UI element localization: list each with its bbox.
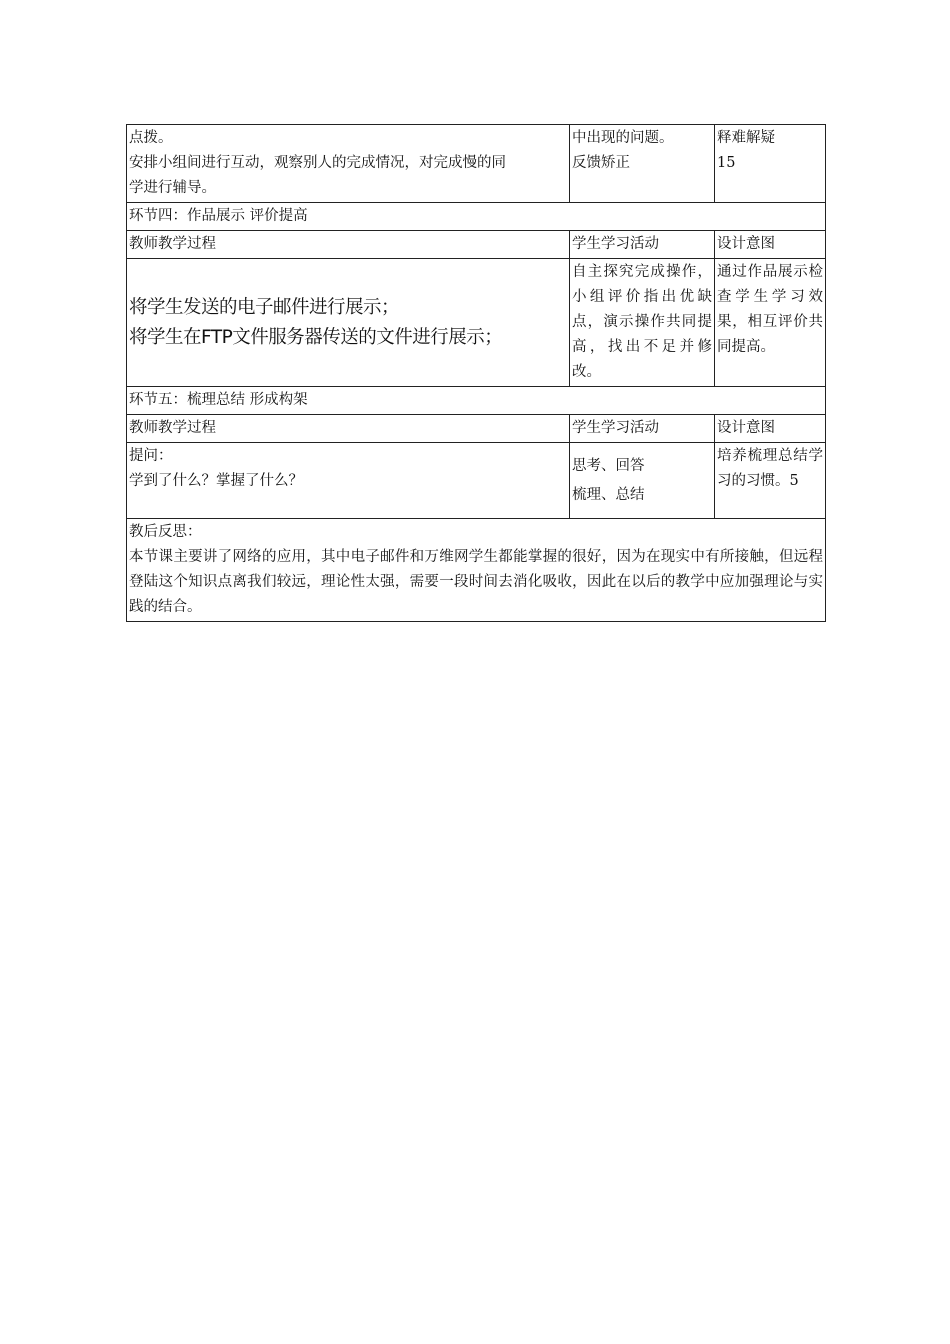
header-student-activity: 学生学习活动	[570, 415, 715, 443]
stage4-teacher-cell	[127, 259, 570, 387]
teacher-line: 将学生在FTP文件服务器传送的文件进行展示；	[129, 326, 503, 348]
stage4-student-cell: 自主探究完成操作，小组评价指出优缺点，演示操作共同提高，找出不足并修改。	[570, 259, 715, 387]
header-design-intent: 设计意图	[715, 415, 826, 443]
stage5-content-row	[127, 443, 826, 519]
reflection-text: 本节课主要讲了网络的应用，其中电子邮件和万维网学生都能掌握的很好，因为在现实中有所接触，但远程登陆这个知识点离我们较远，理论性太强，需要一段时间去消化吸收，因此在以后的教学中应加强理论与实践的结合。	[129, 549, 823, 615]
stage5-design-cell: 培养梳理总结学习的习惯。5	[715, 443, 826, 519]
header-design-intent: 设计意图	[715, 231, 826, 259]
student-line: 思考、回答	[572, 457, 645, 474]
design-line: 释难解疑	[717, 130, 775, 146]
reflection-cell	[127, 519, 826, 622]
teacher-line: 提问：	[129, 448, 173, 464]
header-teacher-process: 教师教学过程	[127, 415, 570, 443]
header-student-activity: 学生学习活动	[570, 231, 715, 259]
teacher-line: 将学生发送的电子邮件进行展示；	[129, 296, 400, 318]
teacher-line: 点拨。	[129, 130, 173, 146]
design-line: 15	[717, 155, 736, 171]
student-line: 中出现的问题。	[572, 130, 674, 146]
header-teacher-process: 教师教学过程	[127, 231, 570, 259]
lesson-plan-table	[126, 124, 826, 622]
design-intent-cell	[715, 125, 826, 203]
lesson-plan-sheet	[126, 124, 825, 622]
teacher-line: 安排小组间进行互动，观察别人的完成情况，对完成慢的同	[129, 155, 506, 171]
reflection-row	[127, 519, 826, 622]
stage4-header-row	[127, 231, 826, 259]
teacher-line: 学到了什么？掌握了什么？	[129, 473, 303, 489]
student-line: 梳理、总结	[572, 486, 645, 503]
reflection-title: 教后反思：	[129, 524, 202, 540]
stage4-design-cell: 通过作品展示检查学生学习效果，相互评价共同提高。	[715, 259, 826, 387]
stage4-title: 环节四：作品展示 评价提高	[127, 203, 826, 231]
continuation-row	[127, 125, 826, 203]
stage5-teacher-cell	[127, 443, 570, 519]
stage5-title-row	[127, 387, 826, 415]
teacher-line: 学进行辅导。	[129, 180, 216, 196]
student-line: 反馈矫正	[572, 155, 630, 171]
student-activity-cell	[570, 125, 715, 203]
stage4-content-row	[127, 259, 826, 387]
stage4-title-row	[127, 203, 826, 231]
stage5-header-row	[127, 415, 826, 443]
stage5-student-cell	[570, 443, 715, 519]
teacher-process-cell	[127, 125, 570, 203]
stage5-title: 环节五：梳理总结 形成构架	[127, 387, 826, 415]
